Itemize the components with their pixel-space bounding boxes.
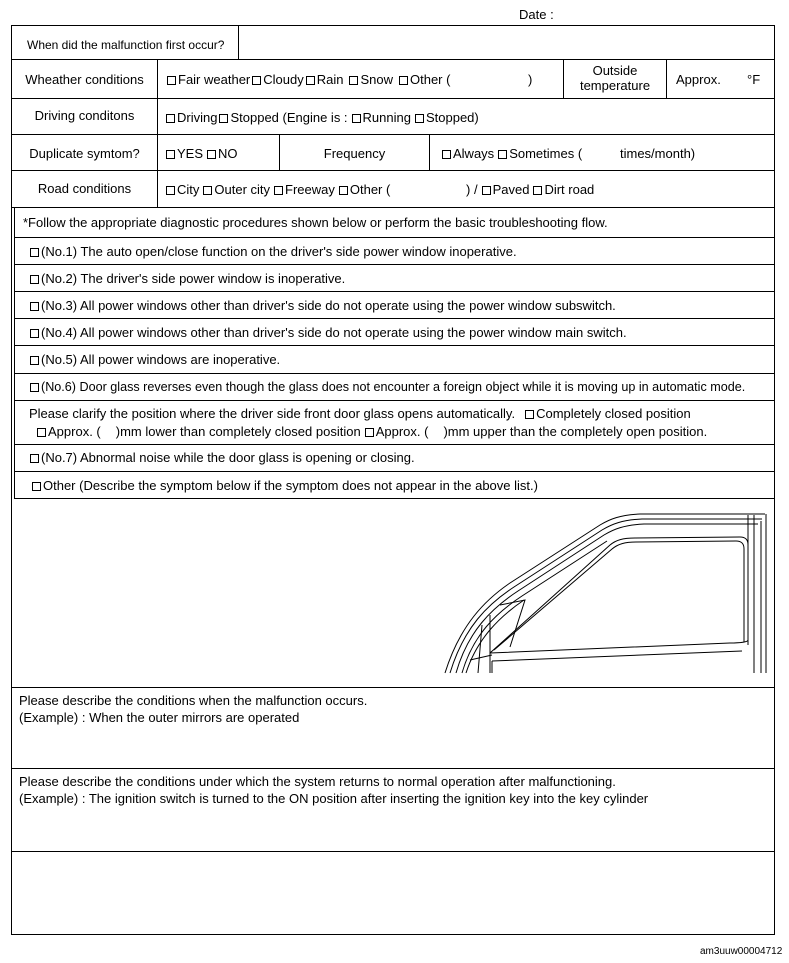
checkbox-icon[interactable] [442, 150, 451, 159]
outside-temp-label: Outside temperature [579, 63, 651, 93]
conditions-line1: Please describe the conditions when the malfunction occurs. [19, 693, 368, 708]
conditions-line2: (Example) : When the outer mirrors are operated [19, 710, 300, 725]
road-other-option[interactable]: Other ( [339, 182, 390, 197]
approx-lower-option[interactable]: Approx. ( )mm lower than completely closed position [37, 424, 361, 439]
checkbox-icon[interactable] [37, 428, 46, 437]
symptom-3[interactable]: (No.3) All power windows other than driver's side do not operate using the power window subswitch. [30, 298, 616, 313]
duplicate-label: Duplicate symtom? [29, 146, 140, 161]
checkbox-icon[interactable] [30, 454, 39, 463]
duplicate-options [166, 146, 238, 161]
dirt-road-option[interactable]: Dirt road [533, 182, 594, 197]
notes-area[interactable] [12, 852, 774, 934]
checkbox-icon[interactable] [352, 114, 361, 123]
weather-snow-option[interactable]: Snow [349, 72, 393, 87]
frequency-options [442, 146, 582, 161]
temp-unit: °F [747, 72, 761, 87]
symptom-5[interactable]: (No.5) All power windows are inoperative. [30, 352, 280, 367]
checkbox-icon[interactable] [482, 186, 491, 195]
sometimes-option[interactable]: Sometimes ( [498, 146, 582, 161]
checkbox-icon[interactable] [415, 114, 424, 123]
freeway-option[interactable]: Freeway [274, 182, 335, 197]
road-separator: ) / [466, 182, 478, 197]
conditions-answer-area[interactable] [12, 726, 774, 767]
road-options [166, 182, 390, 197]
road-surface [466, 182, 594, 197]
checkbox-icon[interactable] [166, 114, 175, 123]
checkbox-icon[interactable] [30, 275, 39, 284]
checkbox-icon[interactable] [30, 329, 39, 338]
city-option[interactable]: City [166, 182, 199, 197]
checkbox-icon[interactable] [365, 428, 374, 437]
checkbox-icon[interactable] [30, 302, 39, 311]
clarify-line2 [37, 424, 707, 439]
driving-label: Driving conditons [34, 108, 135, 123]
weather-options [167, 72, 450, 87]
checkbox-icon[interactable] [399, 76, 408, 85]
checkbox-icon[interactable] [219, 114, 228, 123]
engine-stopped-option[interactable]: Stopped) [415, 110, 479, 125]
symptom-4[interactable]: (No.4) All power windows other than driver's side do not operate using the power window main switch. [30, 325, 627, 340]
recovery-line2: (Example) : The ignition switch is turned to the ON position after inserting the ignition key into the key cylinder [19, 791, 649, 806]
checkbox-icon[interactable] [525, 410, 534, 419]
checkbox-icon[interactable] [306, 76, 315, 85]
clarify-text: Please clarify the position where the driver side front door glass opens automatically. [29, 406, 516, 421]
times-per-month: times/month) [620, 146, 696, 161]
running-option[interactable]: Running [352, 110, 411, 125]
clarify-line1 [29, 406, 691, 421]
checkbox-icon[interactable] [339, 186, 348, 195]
driving-option[interactable]: Driving [166, 110, 217, 125]
approx-upper-option[interactable]: Approx. ( )mm upper than the completely open position. [365, 424, 708, 439]
checkbox-icon[interactable] [349, 76, 358, 85]
symptom-6[interactable]: (No.6) Door glass reverses even though the glass does not encounter a foreign object while it is moving up in automatic mode. [30, 380, 745, 395]
weather-rain-option[interactable]: Rain [304, 72, 344, 87]
checkbox-icon[interactable] [252, 76, 261, 85]
date-label: Date : [519, 7, 554, 22]
stopped-option[interactable]: Stopped (Engine is : [217, 110, 347, 125]
symptom-1[interactable]: (No.1) The auto open/close function on the driver's side power window inoperative. [30, 244, 517, 259]
frequency-label: Frequency [323, 146, 386, 161]
no-option[interactable]: NO [207, 146, 238, 161]
checkbox-icon[interactable] [166, 186, 175, 195]
checkbox-icon[interactable] [203, 186, 212, 195]
checkbox-icon[interactable] [30, 248, 39, 257]
completely-closed-option[interactable]: Completely closed position [525, 406, 691, 421]
checkbox-icon[interactable] [166, 150, 175, 159]
paved-option[interactable]: Paved [482, 182, 530, 197]
symptom-2[interactable]: (No.2) The driver's side power window is inoperative. [30, 271, 345, 286]
checkbox-icon[interactable] [167, 76, 176, 85]
checkbox-icon[interactable] [30, 356, 39, 365]
checkbox-icon[interactable] [498, 150, 507, 159]
weather-cloudy-option[interactable]: Cloudy [250, 72, 303, 87]
recovery-line1: Please describe the conditions under which the system returns to normal operation after malfunctioning. [19, 774, 616, 789]
outer-city-option[interactable]: Outer city [203, 182, 270, 197]
approx-label: Approx. [676, 72, 721, 87]
instruction-text: *Follow the appropriate diagnostic procedures shown below or perform the basic troubleshooting flow. [23, 215, 608, 230]
checkbox-icon[interactable] [207, 150, 216, 159]
road-label: Road conditions [37, 181, 132, 196]
checkbox-icon[interactable] [30, 383, 39, 392]
recovery-answer-area[interactable] [12, 808, 774, 850]
first-occur-label: When did the malfunction first occur? [27, 38, 225, 52]
checkbox-icon[interactable] [533, 186, 542, 195]
weather-fair-option[interactable]: Fair weather [167, 72, 250, 87]
symptom-other[interactable]: Other (Describe the symptom below if the symptom does not appear in the above list.) [32, 478, 538, 493]
always-option[interactable]: Always [442, 146, 494, 161]
door-window-illustration [430, 505, 770, 685]
yes-option[interactable]: YES [166, 146, 203, 161]
figure-id: am3uuw00004712 [700, 946, 783, 957]
driving-options [166, 110, 479, 125]
checkbox-icon[interactable] [32, 482, 41, 491]
weather-other-option[interactable]: Other ( [399, 72, 450, 87]
weather-close-paren: ) [528, 72, 533, 87]
checkbox-icon[interactable] [274, 186, 283, 195]
symptom-7[interactable]: (No.7) Abnormal noise while the door glass is opening or closing. [30, 450, 415, 465]
weather-label: Wheather conditions [25, 72, 144, 87]
first-occur-input[interactable] [238, 25, 775, 60]
